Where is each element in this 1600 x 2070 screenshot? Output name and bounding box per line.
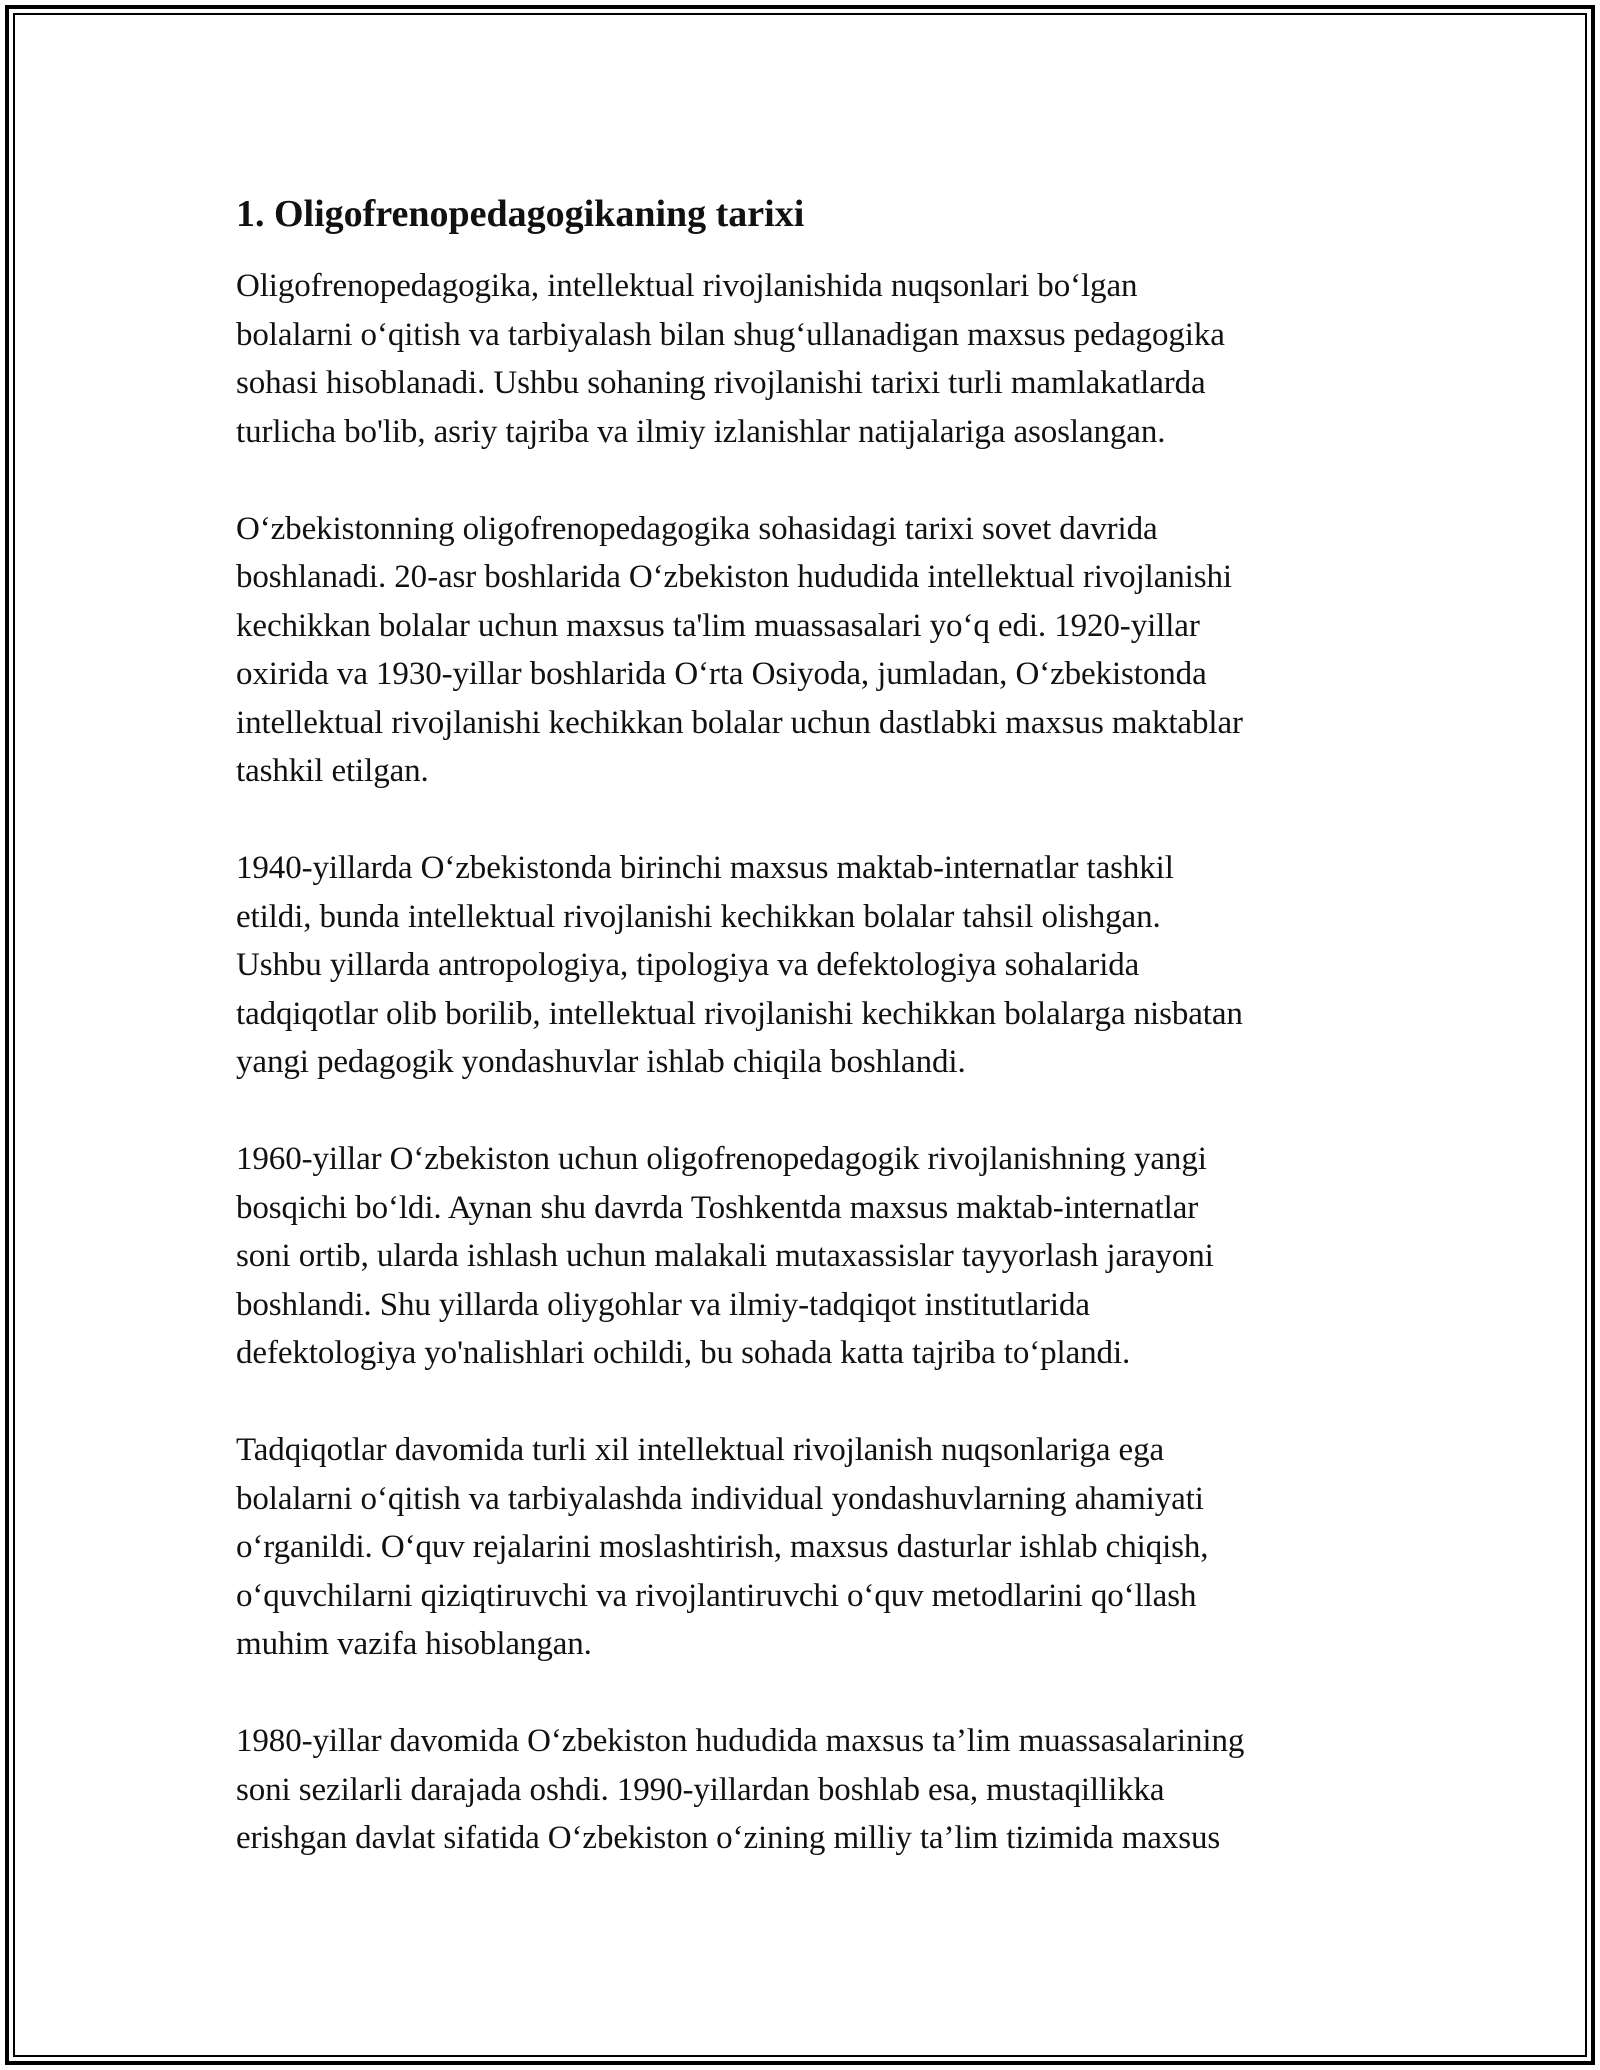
text-line: O‘zbekistonning oligofrenopedagogika sohasidagi tarixi sovet davrida (236, 510, 1158, 547)
document-content (236, 186, 1376, 1911)
text-line: bolalarni o‘qitish va tarbiyalash bilan shug‘ullanadigan maxsus pedagogika (236, 316, 1225, 353)
text-line: soni ortib, ularda ishlash uchun malakali mutaxassislar tayyorlash jarayoni (236, 1238, 1214, 1274)
section-heading: 1. Oligofrenopedagogikaning tarixi (236, 193, 805, 235)
text-line: o‘quvchilarni qiziqtiruvchi va rivojlantiruvchi o‘quv metodlarini qo‘llash (236, 1577, 1197, 1614)
text-line: muhim vazifa hisoblangan. (236, 1626, 592, 1662)
text-line: 1940-yillarda O‘zbekistonda birinchi maxsus maktab-internatlar tashkil (236, 850, 1174, 886)
text-line: sohasi hisoblanadi. Ushbu sohaning rivojlanishi tarixi turli mamlakatlarda (236, 365, 1206, 401)
text-line: erishgan davlat sifatida O‘zbekiston o‘zining milliy ta’lim tizimida maxsus (236, 1820, 1221, 1856)
text-line: Tadqiqotlar davomida turli xil intellektual rivojlanish nuqsonlariga ega (236, 1432, 1165, 1468)
text-line: bosqichi bo‘ldi. Aynan shu davrda Toshkentda maxsus maktab-internatlar (236, 1189, 1199, 1226)
paragraph (236, 262, 1376, 456)
text-line: turlicha bo'lib, asriy tajriba va ilmiy izlanishlar natijalariga asoslangan. (236, 413, 1166, 450)
text-line: yangi pedagogik yondashuvlar ishlab chiqila boshlandi. (236, 1044, 966, 1080)
text-line: soni sezilarli darajada oshdi. 1990-yillardan boshlab esa, mustaqillikka (236, 1771, 1165, 1808)
text-line: defektologiya yo'nalishlari ochildi, bu sohada katta tajriba to‘plandi. (236, 1335, 1131, 1371)
paragraph (236, 505, 1376, 796)
text-line: tadqiqotlar olib borilib, intellektual rivojlanishi kechikkan bolalarga nisbatan (236, 995, 1243, 1032)
paragraph (236, 844, 1376, 1087)
text-line: etildi, bunda intellektual rivojlanishi kechikkan bolalar tahsil olishgan. (236, 898, 1161, 935)
text-line: tashkil etilgan. (236, 753, 429, 789)
text-line: kechikkan bolalar uchun maxsus ta'lim muassasalari yo‘q edi. 1920-yillar (236, 607, 1200, 644)
paragraph (236, 1426, 1376, 1669)
text-line: boshlanadi. 20-asr boshlarida O‘zbekiston hududida intellektual rivojlanishi (236, 559, 1232, 595)
text-line: Ushbu yillarda antropologiya, tipologiya va defektologiya sohalarida (236, 947, 1140, 983)
paragraph (236, 1135, 1376, 1378)
text-line: 1960-yillar O‘zbekiston uchun oligofrenopedagogik rivojlanishning yangi (236, 1141, 1207, 1177)
text-line: Oligofrenopedagogika, intellektual rivojlanishida nuqsonlari bo‘lgan (236, 268, 1138, 304)
text-line: intellektual rivojlanishi kechikkan bolalar uchun dastlabki maxsus maktablar (236, 704, 1243, 741)
text-line: o‘rganildi. O‘quv rejalarini moslashtirish, maxsus dasturlar ishlab chiqish, (236, 1529, 1209, 1565)
text-line: boshlandi. Shu yillarda oliygohlar va ilmiy-tadqiqot institutlarida (236, 1286, 1090, 1323)
paragraph (236, 1717, 1376, 1863)
text-line: bolalarni o‘qitish va tarbiyalashda individual yondashuvlarning ahamiyati (236, 1480, 1204, 1517)
text-line: oxirida va 1930-yillar boshlarida O‘rta Osiyoda, jumladan, O‘zbekistonda (236, 656, 1207, 692)
text-line: 1980-yillar davomida O‘zbekiston hududida maxsus ta’lim muassasalarining (236, 1723, 1245, 1759)
